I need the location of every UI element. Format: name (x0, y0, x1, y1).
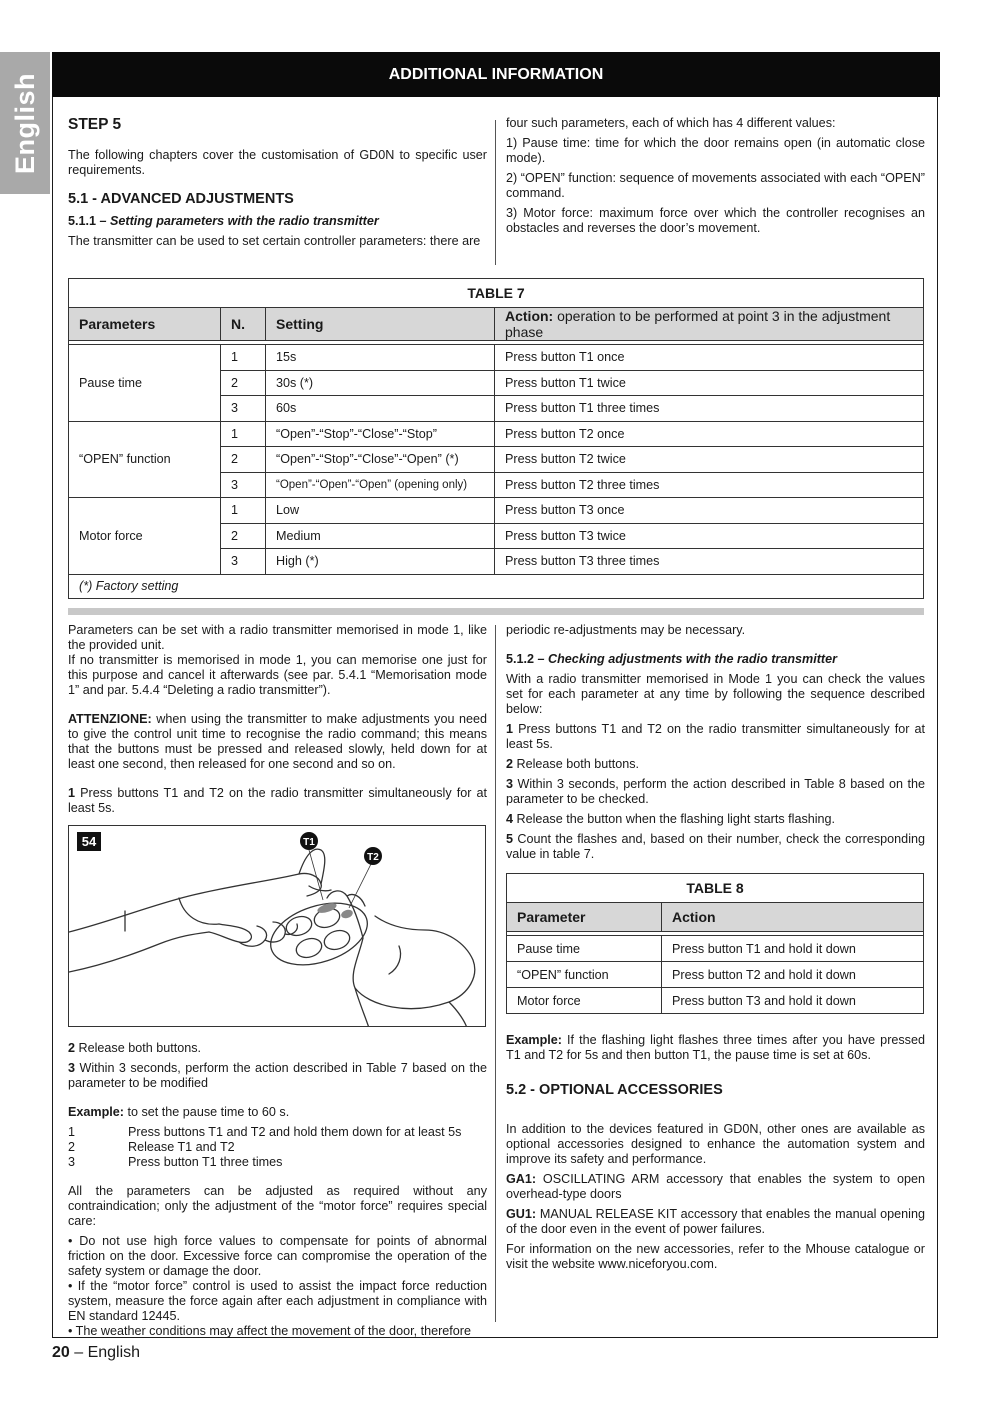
step-text: Within 3 seconds, perform the action described in Table 8 based on the parameter to be checked. (506, 777, 925, 806)
table-cell-setting: Medium (266, 523, 495, 549)
bottom-right-column-upper (506, 623, 925, 867)
table-row (69, 498, 924, 524)
table-cell-setting: “Open”-“Stop”-“Close”-“Stop” (266, 421, 495, 447)
table-cell-action: Press button T1 twice (495, 370, 924, 396)
check-step-3 (506, 777, 925, 807)
table-cell-action: Press button T2 and hold it down (662, 962, 924, 988)
checking-paragraph: With a radio transmitter memorised in Mode 1 you can check the values set for each parameter at any time by following the sequence described below: (506, 672, 925, 716)
list-item-text: Release T1 and T2 (128, 1140, 235, 1154)
list-item-number: 3 (68, 1155, 76, 1169)
list-item (68, 1125, 487, 1140)
table-cell-param: Pause time (507, 936, 662, 962)
list-item (68, 1155, 487, 1170)
subsection-title: – Setting parameters with the radio transmitter (96, 214, 379, 228)
bullet-high-force: • Do not use high force values to compensate for points of abnormal friction on the door. Excessive force can compromise the operation of the safety system or damage the door. (68, 1234, 487, 1278)
table-cell-action: Press button T1 once (495, 345, 924, 371)
table-7-header-n: N. (221, 308, 266, 341)
readjustment-paragraph: periodic re-adjustments may be necessary. (506, 623, 746, 637)
table-8-header-parameter: Parameter (507, 903, 662, 932)
ga1-text: OSCILLATING ARM accessory that enables the system to open overhead-type doors (506, 1172, 925, 1201)
parameter-force-description: 3) Motor force: maximum force over which the controller recognises an obstacles and reverses the door’s movement. (506, 206, 925, 235)
step-number: 2 (506, 757, 514, 771)
step-3 (68, 1061, 487, 1091)
step-number: 3 (506, 777, 514, 791)
example-label: Example: (506, 1033, 562, 1047)
column-divider-top (495, 120, 496, 265)
column-divider-bottom (495, 625, 496, 1322)
accessories-paragraph: In addition to the devices featured in GD0N, other ones are available as optional accessories designed to enhance the automation system and improve its safety and performance. (506, 1122, 925, 1166)
section-header (52, 52, 940, 97)
table-cell-action: Press button T3 three times (495, 549, 924, 575)
table-8-header-action: Action (662, 903, 924, 932)
table-row (69, 421, 924, 447)
table-7-header-parameters: Parameters (69, 308, 221, 341)
table-row (507, 936, 924, 962)
table-cell-n: 2 (221, 370, 266, 396)
table-7-title: TABLE 7 (69, 279, 924, 308)
table-cell-action: Press button T2 three times (495, 472, 924, 498)
check-step-1 (506, 722, 925, 752)
subsection-title: – Checking adjustments with the radio transmitter (534, 652, 838, 666)
ga1-label: GA1: (506, 1172, 537, 1186)
step-number: 2 (68, 1041, 76, 1055)
table-7 (68, 278, 924, 599)
language-side-tab (0, 52, 50, 194)
paragraph-mode1: Parameters can be set with a radio transmitter memorised in mode 1, like the provided unit. (68, 623, 487, 652)
step-text: Press buttons T1 and T2 on the radio transmitter simultaneously for at least 5s. (506, 722, 925, 751)
step-1 (68, 786, 487, 816)
table-7-header-setting: Setting (266, 308, 495, 341)
list-item-text: Press button T1 three times (128, 1155, 283, 1169)
table-row (69, 345, 924, 371)
table-cell-setting: Low (266, 498, 495, 524)
footer-language: – English (69, 1344, 141, 1361)
gu1-label: GU1: (506, 1207, 537, 1221)
table-cell-n: 1 (221, 421, 266, 447)
bottom-right-column-lower (506, 1033, 925, 1277)
table-7-group-name: Pause time (69, 345, 221, 422)
warning-paragraph (68, 712, 487, 772)
table-cell-n: 3 (221, 396, 266, 422)
bullet-impact-force: • If the “motor force” control is used to assist the impact force reduction system, measure the force again after each adjustment in compliance with EN standard 12445. (68, 1279, 487, 1323)
step-number: 3 (68, 1061, 76, 1075)
section-header-title: ADDITIONAL INFORMATION (388, 65, 604, 83)
example-paragraph (68, 1105, 487, 1120)
subsection-number: 5.1.2 (506, 652, 535, 666)
step-text: Release both buttons. (75, 1041, 202, 1055)
table-cell-action: Press button T3 twice (495, 523, 924, 549)
example-text: to set the pause time to 60 s. (124, 1105, 290, 1119)
adjustment-paragraph: All the parameters can be adjusted as required without any contraindication; only the adjustment of the “motor force” requires special care: (68, 1184, 487, 1228)
table-cell-setting: 15s (266, 345, 495, 371)
top-left-column (68, 148, 487, 254)
table-7-header-action-bold: Action: (505, 308, 554, 324)
language-side-tab-label: English (9, 72, 40, 174)
step-number: 1 (506, 722, 514, 736)
subsection-heading-5-1-1 (68, 214, 487, 229)
table-7-header-action-rest: operation to be performed at point 3 in the adjustment phase (505, 308, 891, 340)
step-text: Release the button when the flashing light starts flashing. (513, 812, 836, 826)
gu1-paragraph (506, 1207, 925, 1237)
bullet-weather: • The weather conditions may affect the movement of the door, therefore (68, 1324, 471, 1338)
step-text: Within 3 seconds, perform the action described in Table 7 based on the parameter to be modified (68, 1061, 487, 1090)
table-7-group-name: Motor force (69, 498, 221, 575)
list-item-number: 1 (68, 1125, 76, 1139)
table-cell-n: 3 (221, 472, 266, 498)
subsection-number: 5.1.1 (68, 214, 97, 228)
step-number: 1 (68, 786, 76, 800)
example-label: Example: (68, 1105, 124, 1119)
table-cell-n: 3 (221, 549, 266, 575)
warning-text: when using the transmitter to make adjustments you need to give the control unit time to recognise the radio command; this means that the buttons must be pressed and released slowly, held down for at least one second, then released for one second and so on. (68, 712, 487, 771)
list-item-text: Press buttons T1 and T2 and hold them down for at least 5s (128, 1125, 462, 1139)
example-steps-list (68, 1125, 487, 1170)
table-8 (506, 873, 924, 1014)
table-cell-n: 1 (221, 345, 266, 371)
table-cell-setting: High (*) (266, 549, 495, 575)
table-cell-action: Press button T1 and hold it down (662, 936, 924, 962)
section-heading-5-1: 5.1 - ADVANCED ADJUSTMENTS (68, 191, 294, 207)
table-8-title: TABLE 8 (507, 874, 924, 903)
table-cell-setting: “Open”-“Open”-“Open” (opening only) (266, 472, 495, 498)
table-cell-action: Press button T2 once (495, 421, 924, 447)
page-number: 20 (52, 1344, 70, 1361)
check-step-4 (506, 812, 925, 827)
intro-paragraph: The following chapters cover the customisation of GD0N to specific user requirements. (68, 148, 487, 177)
parameters-intro: four such parameters, each of which has 4 different values: (506, 116, 836, 130)
table-7-group-name: “OPEN” function (69, 421, 221, 498)
bottom-left-column-lower (68, 1041, 487, 1344)
table-cell-action: Press button T1 three times (495, 396, 924, 422)
example-text: If the flashing light flashes three times after you have pressed T1 and T2 for 5s and then button T1, the pause time is set at 60s. (506, 1033, 925, 1062)
label-t1: T1 (303, 837, 315, 848)
table-cell-action: Press button T3 once (495, 498, 924, 524)
table-row (507, 962, 924, 988)
step-2 (68, 1041, 487, 1056)
warning-label: ATTENZIONE: (68, 712, 152, 726)
figure-number-badge: 54 (77, 832, 101, 851)
table-7-footnote: (*) Factory setting (69, 574, 924, 598)
separator-bar (68, 608, 924, 615)
step-number: 4 (506, 812, 514, 826)
table-cell-action: Press button T3 and hold it down (662, 988, 924, 1014)
step-title: STEP 5 (68, 116, 122, 133)
table-cell-setting: 60s (266, 396, 495, 422)
parameter-pause-description: 1) Pause time: time for which the door remains open (in automatic close mode). (506, 136, 925, 165)
check-step-5 (506, 832, 925, 862)
list-item (68, 1140, 487, 1155)
label-t2: T2 (367, 852, 379, 863)
list-item-number: 2 (68, 1140, 76, 1154)
table-cell-param: Motor force (507, 988, 662, 1014)
table-row (507, 988, 924, 1014)
catalogue-paragraph: For information on the new accessories, refer to the Mhouse catalogue or visit the website www.niceforyou.com. (506, 1242, 925, 1271)
paragraph-memorise: If no transmitter is memorised in mode 1, you can memorise one just for this purpose and cancel it afterwards (see par. 5.4.1 “Memorisation mode 1” and par. 5.4.4 “Deleting a radio transmitter”). (68, 653, 487, 697)
step-text: Count the flashes and, based on their number, check the corresponding value in table 7. (506, 832, 925, 861)
table-cell-setting: “Open”-“Stop”-“Close”-“Open” (*) (266, 447, 495, 473)
step-text: Press buttons T1 and T2 on the radio transmitter simultaneously for at least 5s. (68, 786, 487, 815)
table-cell-n: 2 (221, 447, 266, 473)
step-number: 5 (506, 832, 514, 846)
table-cell-param: “OPEN” function (507, 962, 662, 988)
check-example-paragraph (506, 1033, 925, 1063)
ga1-paragraph (506, 1172, 925, 1202)
table-cell-setting: 30s (*) (266, 370, 495, 396)
bottom-left-column-upper (68, 623, 487, 821)
page-footer (52, 1344, 140, 1362)
top-right-column (506, 116, 925, 241)
table-cell-action: Press button T2 twice (495, 447, 924, 473)
step-text: Release both buttons. (513, 757, 640, 771)
subsection-heading-5-1-2 (506, 652, 925, 667)
section-heading-5-2: 5.2 - OPTIONAL ACCESSORIES (506, 1082, 723, 1098)
table-cell-n: 1 (221, 498, 266, 524)
table-7-header-action (495, 308, 924, 341)
hand-transmitter-illustration (69, 826, 486, 1027)
gu1-text: MANUAL RELEASE KIT accessory that enables the manual opening of the door even in the event of power failures. (506, 1207, 925, 1236)
check-step-2 (506, 757, 925, 772)
transmitter-paragraph: The transmitter can be used to set certain controller parameters: there are (68, 234, 481, 248)
figure-54 (68, 825, 486, 1027)
parameter-open-description: 2) “OPEN” function: sequence of movements associated with each “OPEN” command. (506, 171, 925, 200)
table-cell-n: 2 (221, 523, 266, 549)
button-t2-highlight (340, 908, 354, 919)
